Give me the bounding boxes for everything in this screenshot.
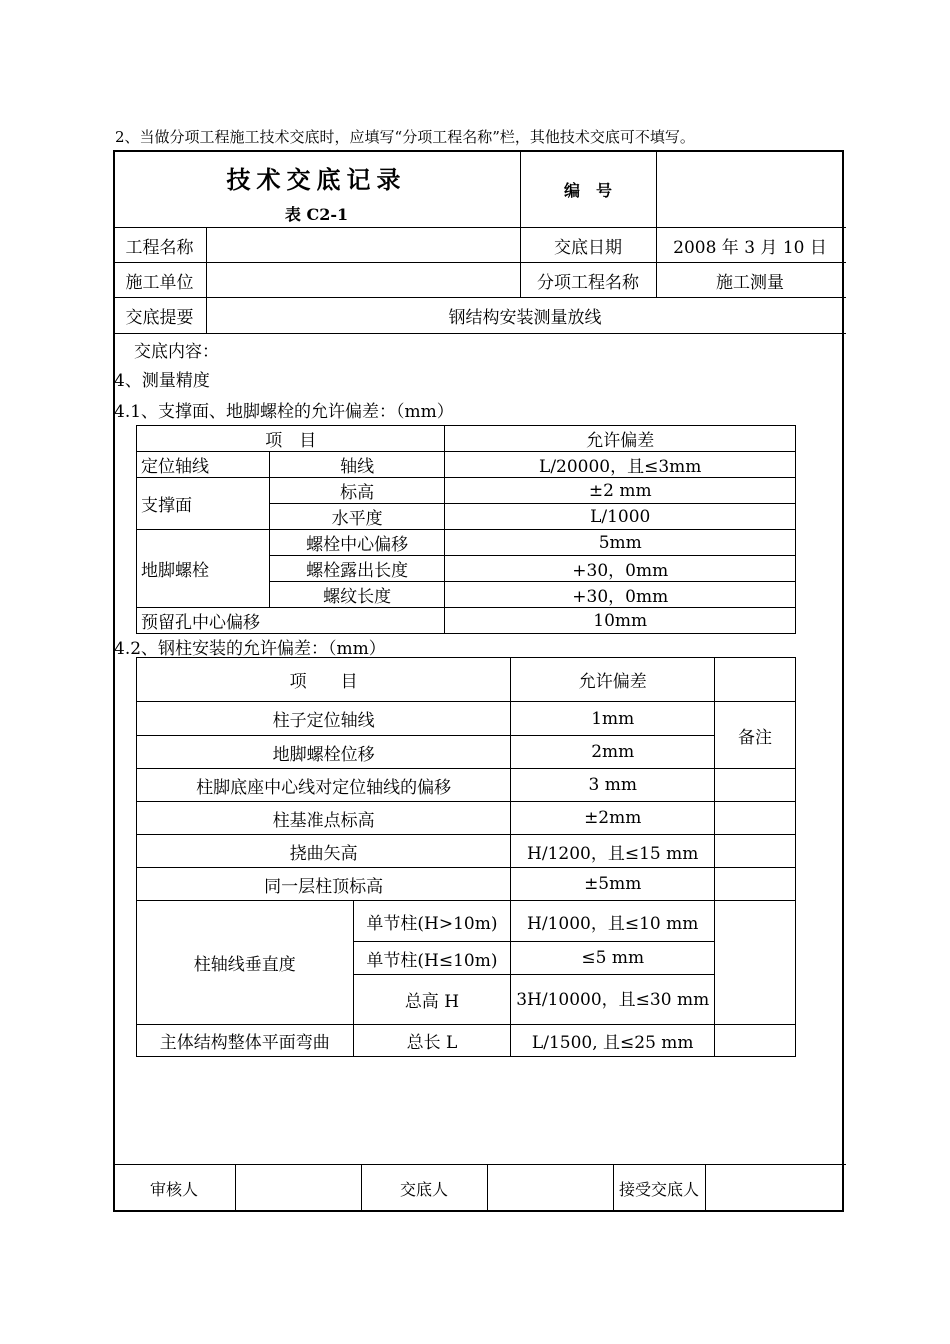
- table-cell: [715, 658, 796, 702]
- table-cell: 单节柱(H>10m): [353, 901, 511, 942]
- table-cell: 支撑面: [137, 478, 270, 530]
- table-cell: ±5mm: [511, 868, 715, 901]
- table-cell: +30，0mm: [445, 582, 796, 608]
- table-cell: ±2 mm: [445, 478, 796, 504]
- table-cell: ≤5 mm: [511, 942, 715, 975]
- table-header: 项 目: [137, 658, 511, 702]
- date-field[interactable]: 2008 年 3 月 10 日: [673, 237, 827, 258]
- table-cell: 螺栓中心偏移: [269, 530, 445, 556]
- table-cell: ±2mm: [511, 802, 715, 835]
- divider: [113, 333, 846, 334]
- construction-unit-label: 施工单位: [125, 272, 194, 293]
- table-cell: 挠曲矢高: [137, 835, 511, 868]
- note-text: 2、当做分项工程施工技术交底时，应填写“分项工程名称”栏，其他技术交底可不填写。: [115, 128, 695, 146]
- table-cell: 1mm: [511, 702, 715, 736]
- table-cell: 5mm: [445, 530, 796, 556]
- table-cell: 3H/10000，且≤30 mm: [511, 975, 715, 1025]
- table-cell: [715, 1025, 796, 1057]
- table-cell: [715, 868, 796, 901]
- section-heading: 4.2、钢柱安装的允许偏差：（mm）: [114, 639, 386, 659]
- table-header: 允许偏差: [511, 658, 715, 702]
- reviewer-label: 审核人: [149, 1179, 198, 1199]
- remark-cell: 备注: [715, 702, 796, 769]
- table-cell: H/1200，且≤15 mm: [511, 835, 715, 868]
- form-number: 表 C2-1: [284, 204, 349, 224]
- subproject-field[interactable]: 施工测量: [716, 272, 784, 293]
- table-cell: 柱脚底座中心线对定位轴线的偏移: [137, 769, 511, 802]
- table-cell: 螺栓露出长度: [269, 556, 445, 582]
- table-cell: [715, 802, 796, 835]
- page-title: 技术交底记录: [226, 164, 407, 194]
- summary-label: 交底提要: [125, 308, 194, 328]
- reviewer-signature-field[interactable]: [235, 1165, 361, 1211]
- table-cell: L/1500, 且≤25 mm: [511, 1025, 715, 1057]
- summary-field[interactable]: 钢结构安装测量放线: [448, 308, 602, 328]
- table-cell: L/1000: [445, 504, 796, 530]
- table-header: 允许偏差: [445, 426, 796, 452]
- table-cell: 轴线: [269, 452, 445, 478]
- table-cell: [715, 835, 796, 868]
- table-cell: +30，0mm: [445, 556, 796, 582]
- construction-unit-field[interactable]: [206, 263, 520, 297]
- table-cell: 总高 H: [353, 975, 511, 1025]
- section-heading: 4.1、支撑面、地脚螺栓的允许偏差：（mm）: [114, 402, 454, 422]
- number-label: 编 号: [563, 180, 612, 200]
- table-cell: H/1000，且≤10 mm: [511, 901, 715, 942]
- table-cell: 柱轴线垂直度: [137, 901, 354, 1025]
- table-cell: [715, 769, 796, 802]
- table-cell: 3 mm: [511, 769, 715, 802]
- date-label: 交底日期: [554, 237, 622, 258]
- table-cell: 柱子定位轴线: [137, 702, 511, 736]
- table-cell: 2mm: [511, 736, 715, 769]
- table-cell: 地脚螺栓: [137, 530, 270, 608]
- table-cell: 单节柱(H≤10m): [353, 942, 511, 975]
- table-cell: 地脚螺栓位移: [137, 736, 511, 769]
- table-cell: 10mm: [445, 608, 796, 634]
- section-heading: 4、测量精度: [114, 371, 210, 391]
- table-header: 项 目: [137, 426, 445, 452]
- table-cell: 定位轴线: [137, 452, 270, 478]
- project-name-label: 工程名称: [125, 237, 194, 258]
- table-cell: 总长 L: [353, 1025, 511, 1057]
- subproject-label: 分项工程名称: [537, 272, 639, 293]
- discloser-signature-field[interactable]: [487, 1165, 613, 1211]
- table-cell: 同一层柱顶标高: [137, 868, 511, 901]
- column-tolerance-table: [136, 657, 796, 1057]
- table-cell: 标高: [269, 478, 445, 504]
- project-name-field[interactable]: [206, 228, 520, 262]
- number-field[interactable]: [656, 152, 844, 226]
- table-cell: [715, 901, 796, 1025]
- table-cell: 预留孔中心偏移: [137, 608, 445, 634]
- table-cell: 主体结构整体平面弯曲: [137, 1025, 354, 1057]
- table-cell: 螺纹长度: [269, 582, 445, 608]
- receiver-signature-field[interactable]: [705, 1165, 844, 1211]
- content-label: 交底内容：: [134, 342, 219, 362]
- discloser-label: 交底人: [399, 1179, 448, 1199]
- support-tolerance-table: [136, 425, 796, 634]
- receiver-label: 接受交底人: [618, 1179, 699, 1199]
- table-cell: L/20000，且≤3mm: [445, 452, 796, 478]
- table-cell: 柱基准点标高: [137, 802, 511, 835]
- table-cell: 水平度: [269, 504, 445, 530]
